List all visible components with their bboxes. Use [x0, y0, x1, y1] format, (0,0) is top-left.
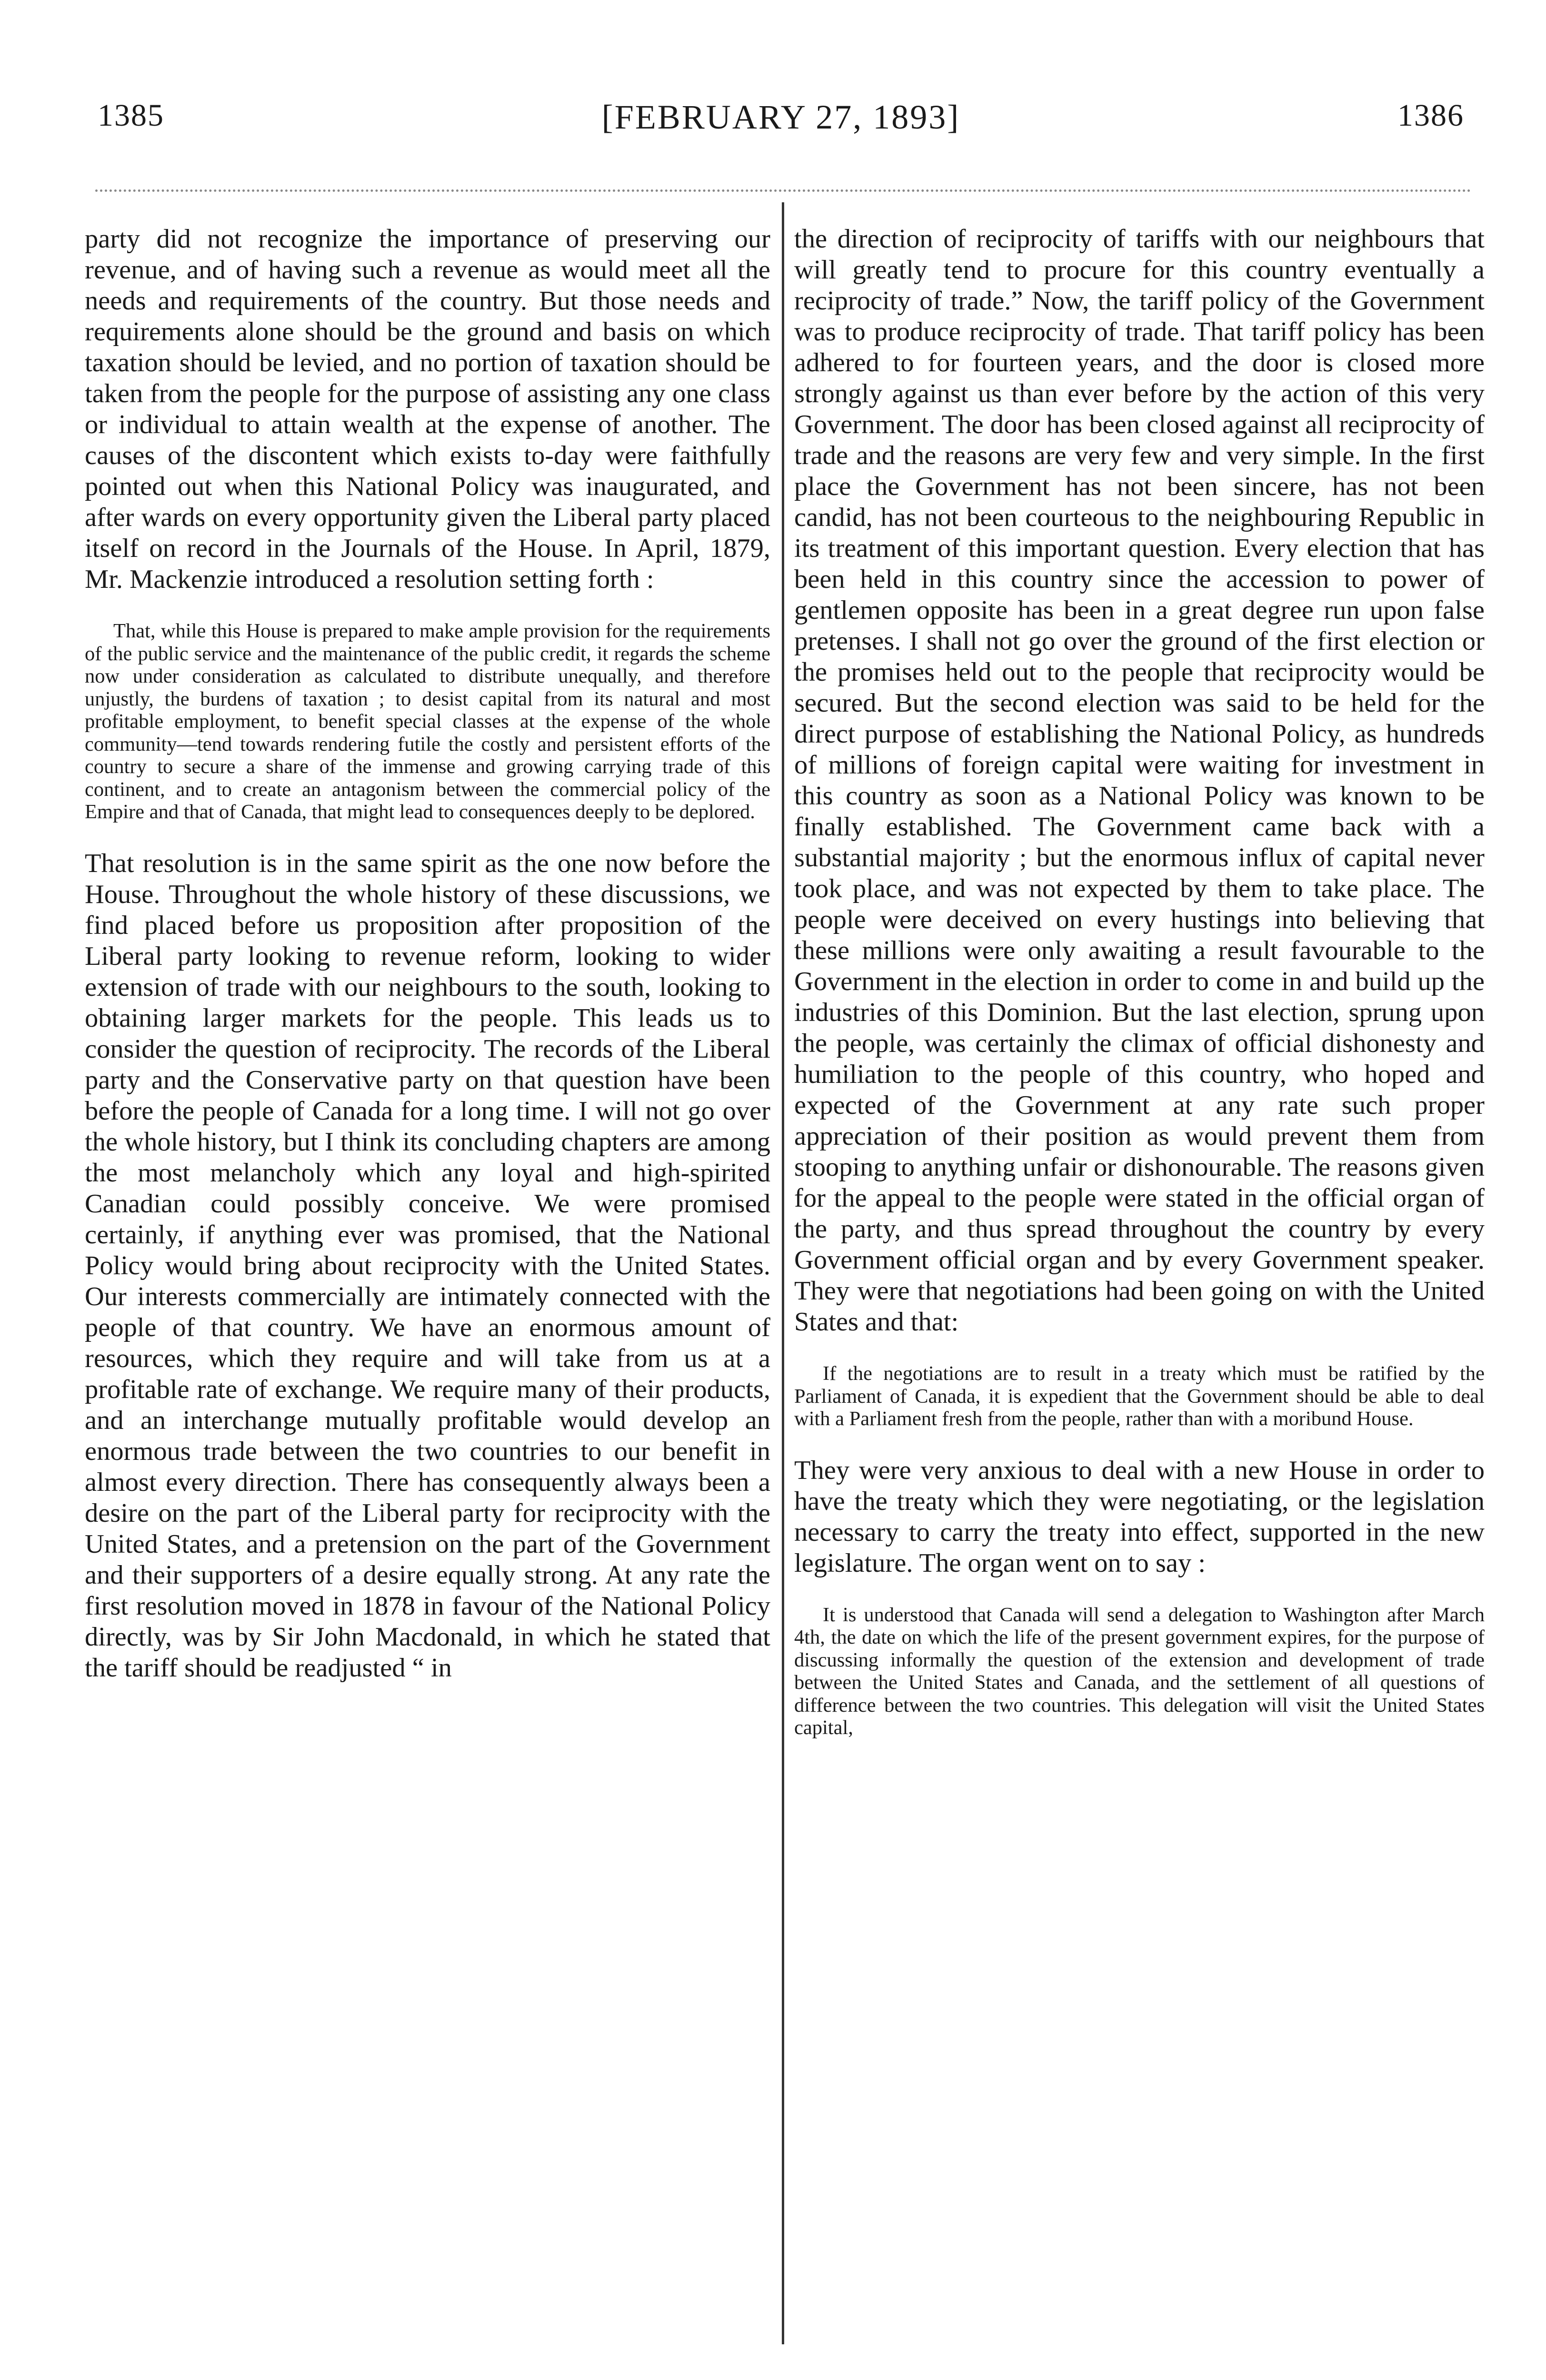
left-paragraph-2: That resolution is in the same spirit as the one now before the House. Throughout the whole history of these discussions, we find placed before us proposition after proposition of the Liberal party looking to revenue reform, looking to wider extension of trade with our neighbours to the south, looking to obtaining larger markets for the people. This leads us to consider the question of reciprocity. The records of the Liberal party and the Conservative party on that question have been before the people of Canada for a long time. I will not go over the whole history, but I think its concluding chapters are among the most melancholy which any loyal and high-spirited Canadian could possibly conceive. We were promised certainly, if anything ever was promised, that the National Policy would bring about reciprocity with the United States. Our interests commercially are intimately connected with the people of that country. We have an enormous amount of resources, which they require and will take from us at a profitable rate of exchange. We require many of their products, and an interchange mutually profitable would develop an enormous trade between the two countries to our benefit in almost every direction. There has consequently always been a desire on the part of the Liberal party for reciprocity with the United States, and a pretension on the part of the Government and their supporters of a desire equally strong. At any rate the first resolution moved in 1878 in favour of the National Policy directly, was by Sir John Macdonald, in which he stated that the tariff should be readjusted “ in	[85, 848, 770, 1683]
header-rule	[95, 189, 1471, 192]
right-paragraph-1: the direction of reciprocity of tariffs with our neighbours that will greatly tend to procure for this country eventually a reciprocity of trade.” Now, the tariff policy of the Government was to produce reciprocity of trade. That tariff policy has been adhered to for fourteen years, and the door is closed more strongly against us than ever before by the action of this very Government. The door has been closed against all reciprocity of trade and the reasons are very few and very simple. In the first place the Government has not been sincere, has not been candid, has not been courteous to the neighbouring Republic in its treatment of this important question. Every election that has been held in this country since the accession to power of gentlemen opposite has been in a great degree run upon false pretenses. I shall not go over the ground of the first election or the promises held out to the people that reciprocity would be secured. But the second election was said to be held for the direct purpose of establishing the National Policy, as hundreds of millions of foreign capital were waiting for investment in this country as soon as a National Policy was known to be finally established. The Government came back with a substantial majority ; but the enormous influx of capital never took place, and was not expected by them to take place. The people were deceived on every hustings into believing that these millions were only awaiting a result favourable to the Government in the election in order to come in and build up the industries of this Dominion. But the last election, sprung upon the people, was certainly the climax of official dishonesty and humiliation to the people of this country, who hoped and expected of the Government at any rate such proper appreciation of their position as would prevent them from stooping to anything unfair or dishonourable. The reasons given for the appeal to the people were stated in the official organ of the party, and thus spread throughout the country by every Government official organ and by every Government speaker. They were that negotiations had been going on with the United States and that:	[794, 224, 1485, 1337]
right-quotation-1: If the negotiations are to result in a treaty which must be ratified by the Parliament of Canada, it is expedient that the Government should be able to deal with a Parliament fresh from the people, rather than with a moribund House.	[794, 1362, 1485, 1430]
right-column	[794, 224, 1485, 1764]
page-header	[98, 98, 1464, 155]
page-number-left: 1385	[98, 98, 164, 133]
left-quotation-1: That, while this House is prepared to make ample provision for the requirements of the public service and the maintenance of the public credit, it regards the scheme now under consideration as calculated to distribute unequally, and therefore unjustly, the burdens of taxation ; to desist capital from its natural and most profitable employment, to benefit special classes at the expense of the whole community—tend towards rendering futile the costly and persistent efforts of the country to secure a share of the immense and growing carrying trade of this continent, and to create an antagonism between the commercial policy of the Empire and that of Canada, that might lead to consequences deeply to be deplored.	[85, 620, 770, 823]
page-date: [FEBRUARY 27, 1893]	[601, 98, 960, 136]
left-column	[85, 224, 770, 1684]
page-number-right: 1386	[1397, 98, 1464, 133]
right-quotation-2: It is understood that Canada will send a delegation to Washington after March 4th, the date on which the life of the present government expires, for the purpose of discussing informally the question of the extension and development of trade between the United States and Canada, and the settlement of all questions of difference between the two countries. This delegation will visit the United States capital,	[794, 1603, 1485, 1739]
column-divider	[782, 202, 784, 2344]
right-paragraph-2: They were very anxious to deal with a new House in order to have the treaty which they were negotiating, or the legislation necessary to carry the treaty into effect, supported in the new legislature. The organ went on to say :	[794, 1455, 1485, 1578]
left-paragraph-1: party did not recognize the importance of preserving our revenue, and of having such a revenue as would meet all the needs and requirements of the country. But those needs and requirements alone should be the ground and basis on which taxation should be levied, and no portion of taxation should be taken from the people for the purpose of assisting any one class or individual to attain wealth at the expense of another. The causes of the discontent which exists to-day were faithfully pointed out when this National Policy was inaugurated, and after wards on every opportunity given the Liberal party placed itself on record in the Journals of the House. In April, 1879, Mr. Mackenzie introduced a resolution setting forth :	[85, 224, 770, 594]
